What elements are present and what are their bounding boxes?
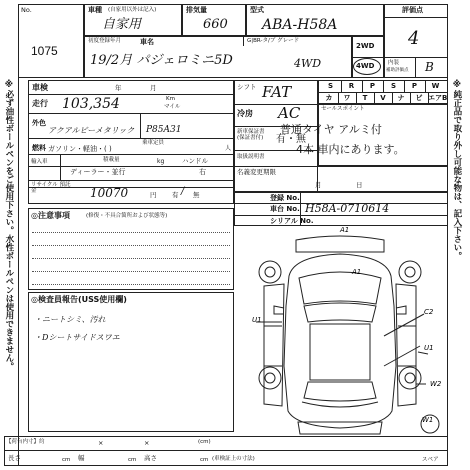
lot-box (18, 4, 84, 78)
model-value: ABA-H58A (262, 17, 338, 33)
warranty-value: 有・無 (276, 134, 306, 145)
inspection-label: 車検 (32, 83, 48, 92)
interior-sub-label: 補助評価点 (386, 68, 409, 73)
damage-mark: A1 (352, 268, 362, 276)
car-type-label: 車種 (88, 6, 102, 14)
cargo-label: 【荷台内寸】約 (6, 439, 45, 445)
recycle-yes: 有 (172, 191, 179, 199)
score-label: 評価点 (402, 6, 423, 14)
equipment-cell: S (327, 82, 334, 90)
seat-label: 乗車定員 (142, 140, 165, 146)
recycle-value: 10070 (90, 186, 129, 200)
left-side-note: ※必ず油性ボールペンをご使用下さい。水性ボールペンは使用できません。 (3, 80, 14, 371)
chassis-label: 車台 No. (270, 205, 300, 213)
drive-4wd: 4WD (356, 62, 375, 70)
car-type-note: (自家用以外は記入) (108, 7, 157, 13)
drive-value: 4WD (294, 57, 322, 70)
drive-2wd: 2WD (356, 42, 375, 50)
equipment-cell: カ (325, 94, 333, 102)
displacement-value: 660 (203, 17, 228, 32)
handle-label: ハンドル (182, 157, 208, 165)
spare-label: スペア (422, 457, 439, 463)
equipment-cell: ワ (343, 94, 351, 102)
km-label: Km (166, 96, 175, 102)
interior-label: 内装 (388, 60, 400, 66)
shift-label: シフト (237, 83, 257, 91)
history-label: 輸入車 (31, 159, 48, 165)
cargo-x1: × (98, 439, 104, 447)
history-value: ディーラー・並行 (70, 168, 126, 176)
shift-value: FAT (262, 83, 292, 101)
lot-number: 1075 (31, 44, 58, 58)
drive-4wd-circle (353, 58, 381, 75)
equipment-cell: T (362, 94, 368, 102)
mile-label: マイル (164, 104, 181, 110)
manual-label: 取扱説明書 (237, 154, 265, 160)
damage-mark: W2 (430, 380, 442, 388)
inspector-block (28, 292, 234, 432)
no-label: No. (21, 6, 32, 14)
ac-label: 冷房 (237, 109, 253, 118)
cargo-x2: × (144, 439, 150, 447)
displacement-label: 排気量 (186, 6, 207, 14)
color-code-value: P85A31 (146, 125, 182, 135)
car-name-label: 車名 (140, 38, 154, 46)
reg-number-label: 登録 No. (270, 194, 300, 202)
height-label: 高さ (144, 454, 157, 462)
right-side-note: ※純正品で取り外し可能な物は、記入下さい。 (451, 80, 462, 260)
grade-label: G|BR-タ/ブ グレード (247, 38, 300, 44)
mileage-label: 走行 (32, 99, 48, 108)
recycle-none: 無 (193, 191, 200, 199)
notes-title: ◎注意事項 (31, 211, 70, 220)
width-label: 幅 (78, 454, 85, 462)
damage-mark: C2 (424, 308, 434, 316)
deadline-label: 名義変更期限 (237, 168, 276, 176)
equipment-cell: エアB (428, 94, 448, 102)
width-cm: cm (128, 457, 137, 463)
height-cm: cm (200, 457, 209, 463)
inspector-line1: ・ニートシミ、汚れ (34, 315, 106, 324)
notes-block (28, 208, 234, 290)
reg-year-label: 初度登録年月 (88, 38, 122, 44)
equipment-cell: ビ (415, 94, 423, 102)
ac-value: AC (278, 104, 301, 122)
load-unit: kg (157, 158, 165, 165)
load-label: 積載量 (103, 157, 120, 163)
car-name-value: 19/2月 パジェロミニ5D (90, 53, 233, 68)
handle-value: 右 (199, 168, 206, 176)
model-label: 型式 (250, 6, 264, 14)
car-damage-diagram (234, 226, 448, 436)
warranty-label: 新車保証書 (保証書付) (237, 129, 265, 141)
equipment-cell: ナ (397, 94, 405, 102)
length-label: 長さ (8, 454, 21, 462)
damage-mark: W1 (422, 416, 434, 424)
serial-label: シリアル No. (270, 217, 314, 225)
damage-mark: U1 (252, 316, 262, 324)
chassis-value: H58A-0710614 (305, 202, 390, 215)
truck-note: (車検証上の寸法) (212, 456, 255, 462)
fuel-value: ガソリン・軽油・( ) (48, 145, 112, 153)
deadline-day: 日 (356, 181, 363, 189)
inspector-title: ◎検査員報告(USS使用欄) (31, 295, 127, 304)
inspector-line2: ・Dシートサイドスワエ (34, 333, 120, 342)
mileage-value: 103,354 (62, 96, 120, 112)
car-type-value: 自家用 (102, 17, 142, 32)
sales-point-label: セールスポイント (321, 106, 365, 112)
recycle-label: リサイクル 預託金 (31, 182, 71, 194)
cargo-cm: (cm) (198, 439, 211, 445)
equipment-cell: P (369, 82, 376, 90)
score-value: 4 (408, 28, 420, 49)
inspection-year: 年 (115, 84, 122, 92)
fuel-label: 燃料 (32, 144, 46, 152)
color-value: アクアルビーメタリック (48, 126, 135, 135)
damage-mark: U1 (424, 344, 434, 352)
damage-mark: A1 (340, 226, 350, 234)
deadline-month: 月 (315, 181, 322, 189)
equipment-cell: V (380, 94, 386, 102)
length-cm: cm (62, 457, 71, 463)
color-label: 外色 (32, 119, 46, 127)
recycle-unit: 円 (150, 191, 157, 199)
notes-subtitle: (修復・不具合箇所および状態等) (86, 213, 168, 219)
sales-point-line1: 普通タイヤ アルミ付 (280, 123, 382, 136)
equipment-cell: R (348, 82, 355, 90)
sales-point-line2: 4本 車内にあります。 (296, 143, 405, 156)
seat-unit: 人 (225, 145, 232, 152)
interior-value: B (425, 60, 434, 74)
inspection-month: 月 (150, 84, 157, 92)
equipment-cell: S (390, 82, 397, 90)
equipment-cell: P (411, 82, 418, 90)
equipment-cell: W (431, 82, 440, 90)
